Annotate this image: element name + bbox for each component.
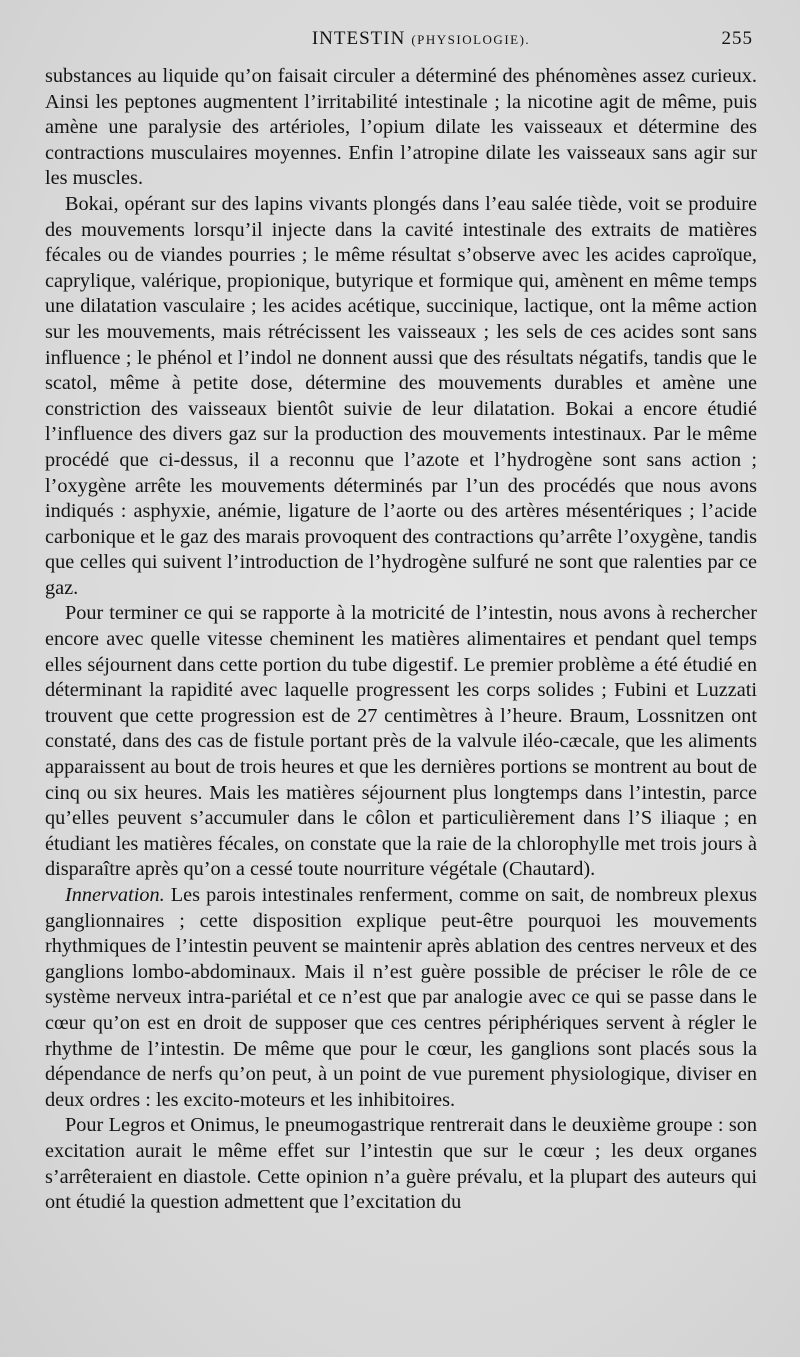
page-number: 255	[721, 28, 753, 49]
paragraph-2: Bokai, opérant sur des lapins vivants plongés dans l’eau salée tiède, voit se produire des mouvements lorsqu’il injecte dans la cavité intestinale des extraits de matières fécales ou de viandes pourries ; le même résultat s’observe avec les acides caproïque, caprylique, valérique, propionique, butyrique et formique qui, amènent en même temps une dilatation vasculaire ; les acides acétique, succinique, lactique, ont la même action sur les mouvements, mais rétrécissent les vaisseaux ; les sels de ces acides sont sans influence ; le phénol et l’indol ne donnent aussi que des résultats négatifs, tandis que le scatol, même à petite dose, détermine des mouvements durables et amène une constriction des vaisseaux bientôt suivie de leur dilatation. Bokai a encore étudié l’influence des divers gaz sur la production des mouvements intestinaux. Par le même procédé que ci-dessus, il a reconnu que l’azote et l’hydrogène sont sans action ; l’oxygène arrête les mouvements déterminés par l’un des procédés que nous avons indiqués : asphyxie, anémie, ligature de l’aorte ou des artères mésentériques ; l’acide carbonique et le gaz des marais provoquent des contractions qu’arrête l’oxygène, tandis que celles qui suivent l’introduction de l’hydrogène sulfuré ne sont que ralenties par ce gaz.	[45, 192, 757, 599]
paragraph-1: substances au liquide qu’on faisait circuler a déterminé des phénomènes assez curieux. Ainsi les peptones augmentent l’irritabilité intestinale ; la nicotine agit de même, puis amène une paralysie des artérioles, l’opium dilate les vaisseaux et détermine des contractions musculaires moyennes. Enfin l’atropine dilate les vaisseaux sans agir sur les muscles.	[45, 65, 757, 190]
paragraph-5: Pour Legros et Onimus, le pneumogastrique rentrerait dans le deuxième groupe : son excitation aurait le même effet sur l’intestin que sur le cœur ; les deux organes s’arrêteraient en diastole. Cette opinion n’a guère prévalu, et la plupart des auteurs qui ont étudié la question admettent que l’excitation du	[45, 1114, 757, 1214]
header-title: INTESTIN	[311, 28, 406, 49]
running-header	[45, 28, 757, 58]
section-lead-innervation: Innervation.	[65, 884, 165, 906]
paragraph-4	[45, 883, 757, 1113]
body-text	[45, 64, 757, 1216]
header-subtitle: (PHYSIOLOGIE).	[411, 32, 531, 47]
paragraph-4-text: Les parois intestinales renferment, comme on sait, de nombreux plexus ganglionnaires ; cette disposition explique peut-être pourquoi les mouvements rhythmiques de l’intestin peuvent se maintenir après ablation des centres nerveux et des ganglions lombo-abdominaux. Mais il n’est guère possible de préciser le rôle de ce système nerveux intra-pariétal et ce n’est que par analogie avec ce qui se passe dans le cœur qu’on est en droit de supposer que ces centres périphériques servent à régler le rhythme de l’intestin. De même que pour le cœur, les ganglions sont placés sous la dépendance de nerfs qu’on peut, à un point de vue purement physiologique, diviser en deux ordres : les excito-moteurs et les inhibitoires.	[45, 884, 757, 1111]
paragraph-3: Pour terminer ce qui se rapporte à la motricité de l’intestin, nous avons à rechercher encore avec quelle vitesse cheminent les matières alimentaires et pendant quel temps elles séjournent dans cette portion du tube digestif. Le premier problème a été étudié en déterminant la rapidité avec laquelle progressent les corps solides ; Fubini et Luzzati trouvent que cette progression est de 27 centimètres à l’heure. Braum, Lossnitzen ont constaté, dans des cas de fistule portant près de la valvule iléo-cæcale, que les aliments apparaissent au bout de trois heures et que les dernières portions se montrent au bout de cinq ou six heures. Mais les matières séjournent plus longtemps dans l’intestin, parce qu’elles peuvent s’accumuler dans le côlon et particulièrement dans l’S iliaque ; en étudiant les matières fécales, on constate que la raie de la chlorophylle met trois jours à disparaître après qu’on a cessé toute nourriture végétale (Chautard).	[45, 602, 757, 881]
